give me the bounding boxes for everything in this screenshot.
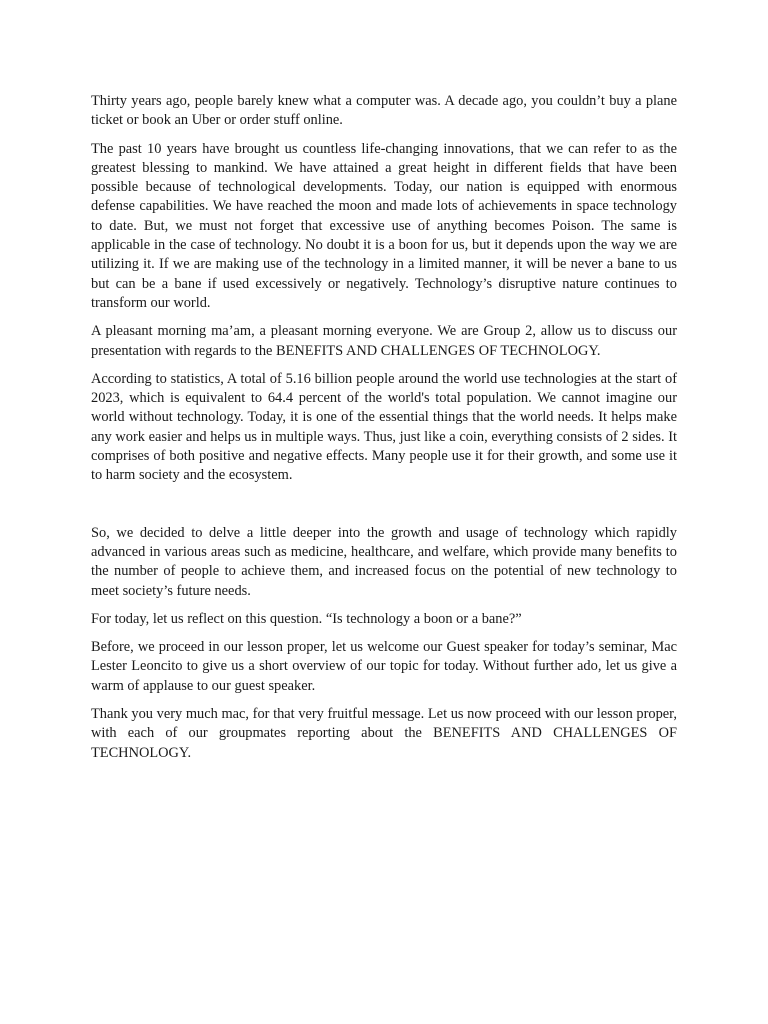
- document-body: [91, 92, 677, 772]
- paragraph-statistics: According to statistics, A total of 5.16 billion people around the world use technologies at the start of 2023, which is equivalent to 64.4 percent of the world's total population. We cannot imagine our world without technology. Today, it is one of the essential things that the world needs. It helps make any work easier and helps us in multiple ways. Thus, just like a coin, everything consists of 2 sides. It comprises of both positive and negative effects. Many people use it for their growth, and some use it to harm society and the ecosystem.: [91, 370, 677, 484]
- paragraph-past-decade: The past 10 years have brought us countless life-changing innovations, that we can refer to as the greatest blessing to mankind. We have attained a great height in different fields that have been possible because of technological developments. Today, our nation is equipped with enormous defense capabilities. We have reached the moon and made lots of achievements in space technology to date. But, we must not forget that excessive use of anything becomes Poison. The same is applicable in the case of technology. No doubt it is a boon for us, but it depends upon the way we are utilizing it. If we are making use of the technology in a limited manner, it will be never a bane to us but can be a bane if used excessively or negatively. Technology’s disruptive nature continues to transform our world.: [91, 140, 677, 311]
- paragraph-thank-you: Thank you very much mac, for that very fruitful message. Let us now proceed with our lesson proper, with each of our groupmates reporting about the BENEFITS AND CHALLENGES OF TECHNOLOGY.: [91, 706, 677, 761]
- paragraph-guest-speaker: Before, we proceed in our lesson proper, let us welcome our Guest speaker for today’s seminar, Mac Lester Leoncito to give us a short overview of our topic for today. Without further ado, let us give a warm of applause to our guest speaker.: [91, 639, 677, 694]
- paragraph-question: For today, let us reflect on this question. “Is technology a boon or a bane?”: [91, 610, 522, 627]
- paragraph-greeting: A pleasant morning ma’am, a pleasant morning everyone. We are Group 2, allow us to discuss our presentation with regards to the BENEFITS AND CHALLENGES OF TECHNOLOGY.: [91, 323, 677, 359]
- paragraph-intro: Thirty years ago, people barely knew what a computer was. A decade ago, you couldn’t buy a plane ticket or book an Uber or order stuff online.: [91, 93, 677, 129]
- paragraph-growth: So, we decided to delve a little deeper into the growth and usage of technology which rapidly advanced in various areas such as medicine, healthcare, and welfare, which provide many benefits to the number of people to achieve them, and increased focus on the potential of new technology to meet society’s future needs.: [91, 524, 677, 599]
